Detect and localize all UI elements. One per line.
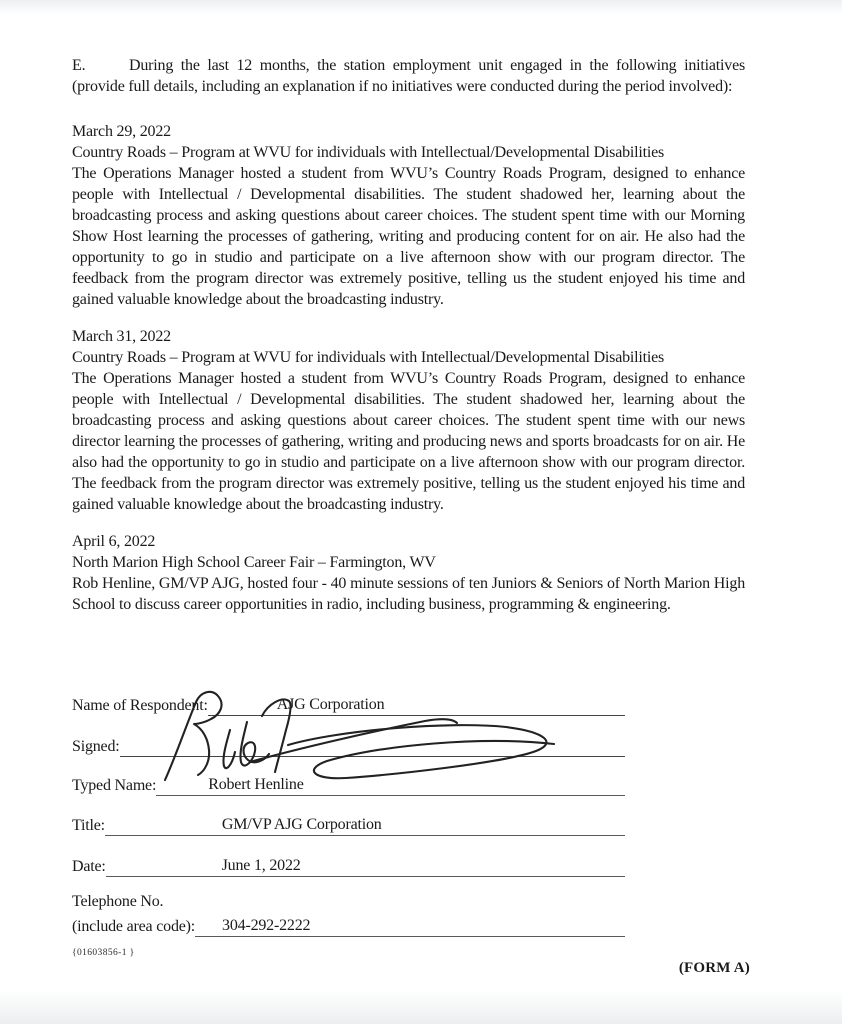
telephone-value: 304-292-2222 (222, 917, 311, 934)
date-value: June 1, 2022 (221, 857, 301, 874)
initiative-body: The Operations Manager hosted a student from WVU’s Country Roads Program, designed to enhance people with Intellectual / Developmental disabilities. The student shadowed her, learning about the broadcasting process and asking questions about career choices. The student spent time with our news director learning the processes of gathering, writing and producing news and sports broadcasts for on air. He also had the opportunity to go in studio and participate on a live afternoon show with our program director. The feedback from the program director was extremely positive, telling us the student enjoyed his time and gained valuable knowledge about the broadcasting industry. (72, 370, 745, 513)
title-row (72, 813, 625, 836)
initiative-date: March 31, 2022 (72, 328, 171, 345)
respondent-value: AJG Corporation (276, 696, 385, 713)
form-a-label: (FORM A) (678, 960, 750, 976)
title-label: Title: (72, 817, 105, 834)
document-body (72, 55, 745, 631)
telephone-row (72, 914, 625, 937)
typed-name-row (72, 773, 625, 796)
initiative-title: North Marion High School Career Fair – Farmington, WV (72, 554, 436, 571)
title-value: GM/VP AJG Corporation (221, 816, 382, 833)
initiative-title: Country Roads – Program at WVU for individuals with Intellectual/Developmental Disabilities (72, 144, 665, 161)
initiative-date: March 29, 2022 (72, 123, 171, 140)
telephone-label-line2: (include area code): (72, 918, 196, 935)
initiative-march-29 (72, 121, 745, 310)
typed-name-line (156, 772, 625, 796)
signed-row (72, 734, 625, 757)
initiative-date: April 6, 2022 (72, 533, 156, 550)
date-row (72, 854, 625, 877)
respondent-row (72, 693, 625, 716)
typed-name-value: Robert Henline (208, 776, 304, 793)
initiative-march-31 (72, 326, 745, 515)
initiative-body: Rob Henline, GM/VP AJG, hosted four - 40 minute sessions of ten Juniors & Seniors of North Marion High School to discuss career opportunities in radio, including business, programming & engineering. (72, 575, 745, 613)
item-e-label: E. (72, 57, 86, 74)
typed-name-label: Typed Name: (72, 777, 157, 794)
telephone-line (195, 913, 625, 937)
title-line (105, 812, 625, 836)
date-line (106, 853, 625, 877)
initiative-title: Country Roads – Program at WVU for individuals with Intellectual/Developmental Disabilities (72, 349, 665, 366)
date-label: Date: (72, 858, 106, 875)
item-e-paragraph (72, 55, 745, 97)
signed-line (120, 733, 626, 757)
document-reference-number: {01603856-1 } (72, 948, 135, 958)
telephone-label-line1: Telephone No. (72, 893, 164, 910)
item-e-text: During the last 12 months, the station employment unit engaged in the following initiatives (provide full details, including an explanation if no initiatives were conducted during the period involved): (72, 57, 745, 95)
respondent-label: Name of Respondent: (72, 697, 208, 714)
initiative-body: The Operations Manager hosted a student from WVU’s Country Roads Program, designed to enhance people with Intellectual / Developmental disabilities. The student shadowed her, learning about the broadcasting process and asking questions about career choices. The student spent time with our Morning Show Host learning the processes of gathering, writing and producing content for on air. He also had the opportunity to go in studio and participate on a live afternoon show with our program director. The feedback from the program director was extremely positive, telling us the student enjoyed his time and gained valuable knowledge about the broadcasting industry. (72, 165, 745, 308)
signed-label: Signed: (72, 738, 120, 755)
respondent-line (208, 692, 625, 716)
initiative-april-6 (72, 531, 745, 615)
